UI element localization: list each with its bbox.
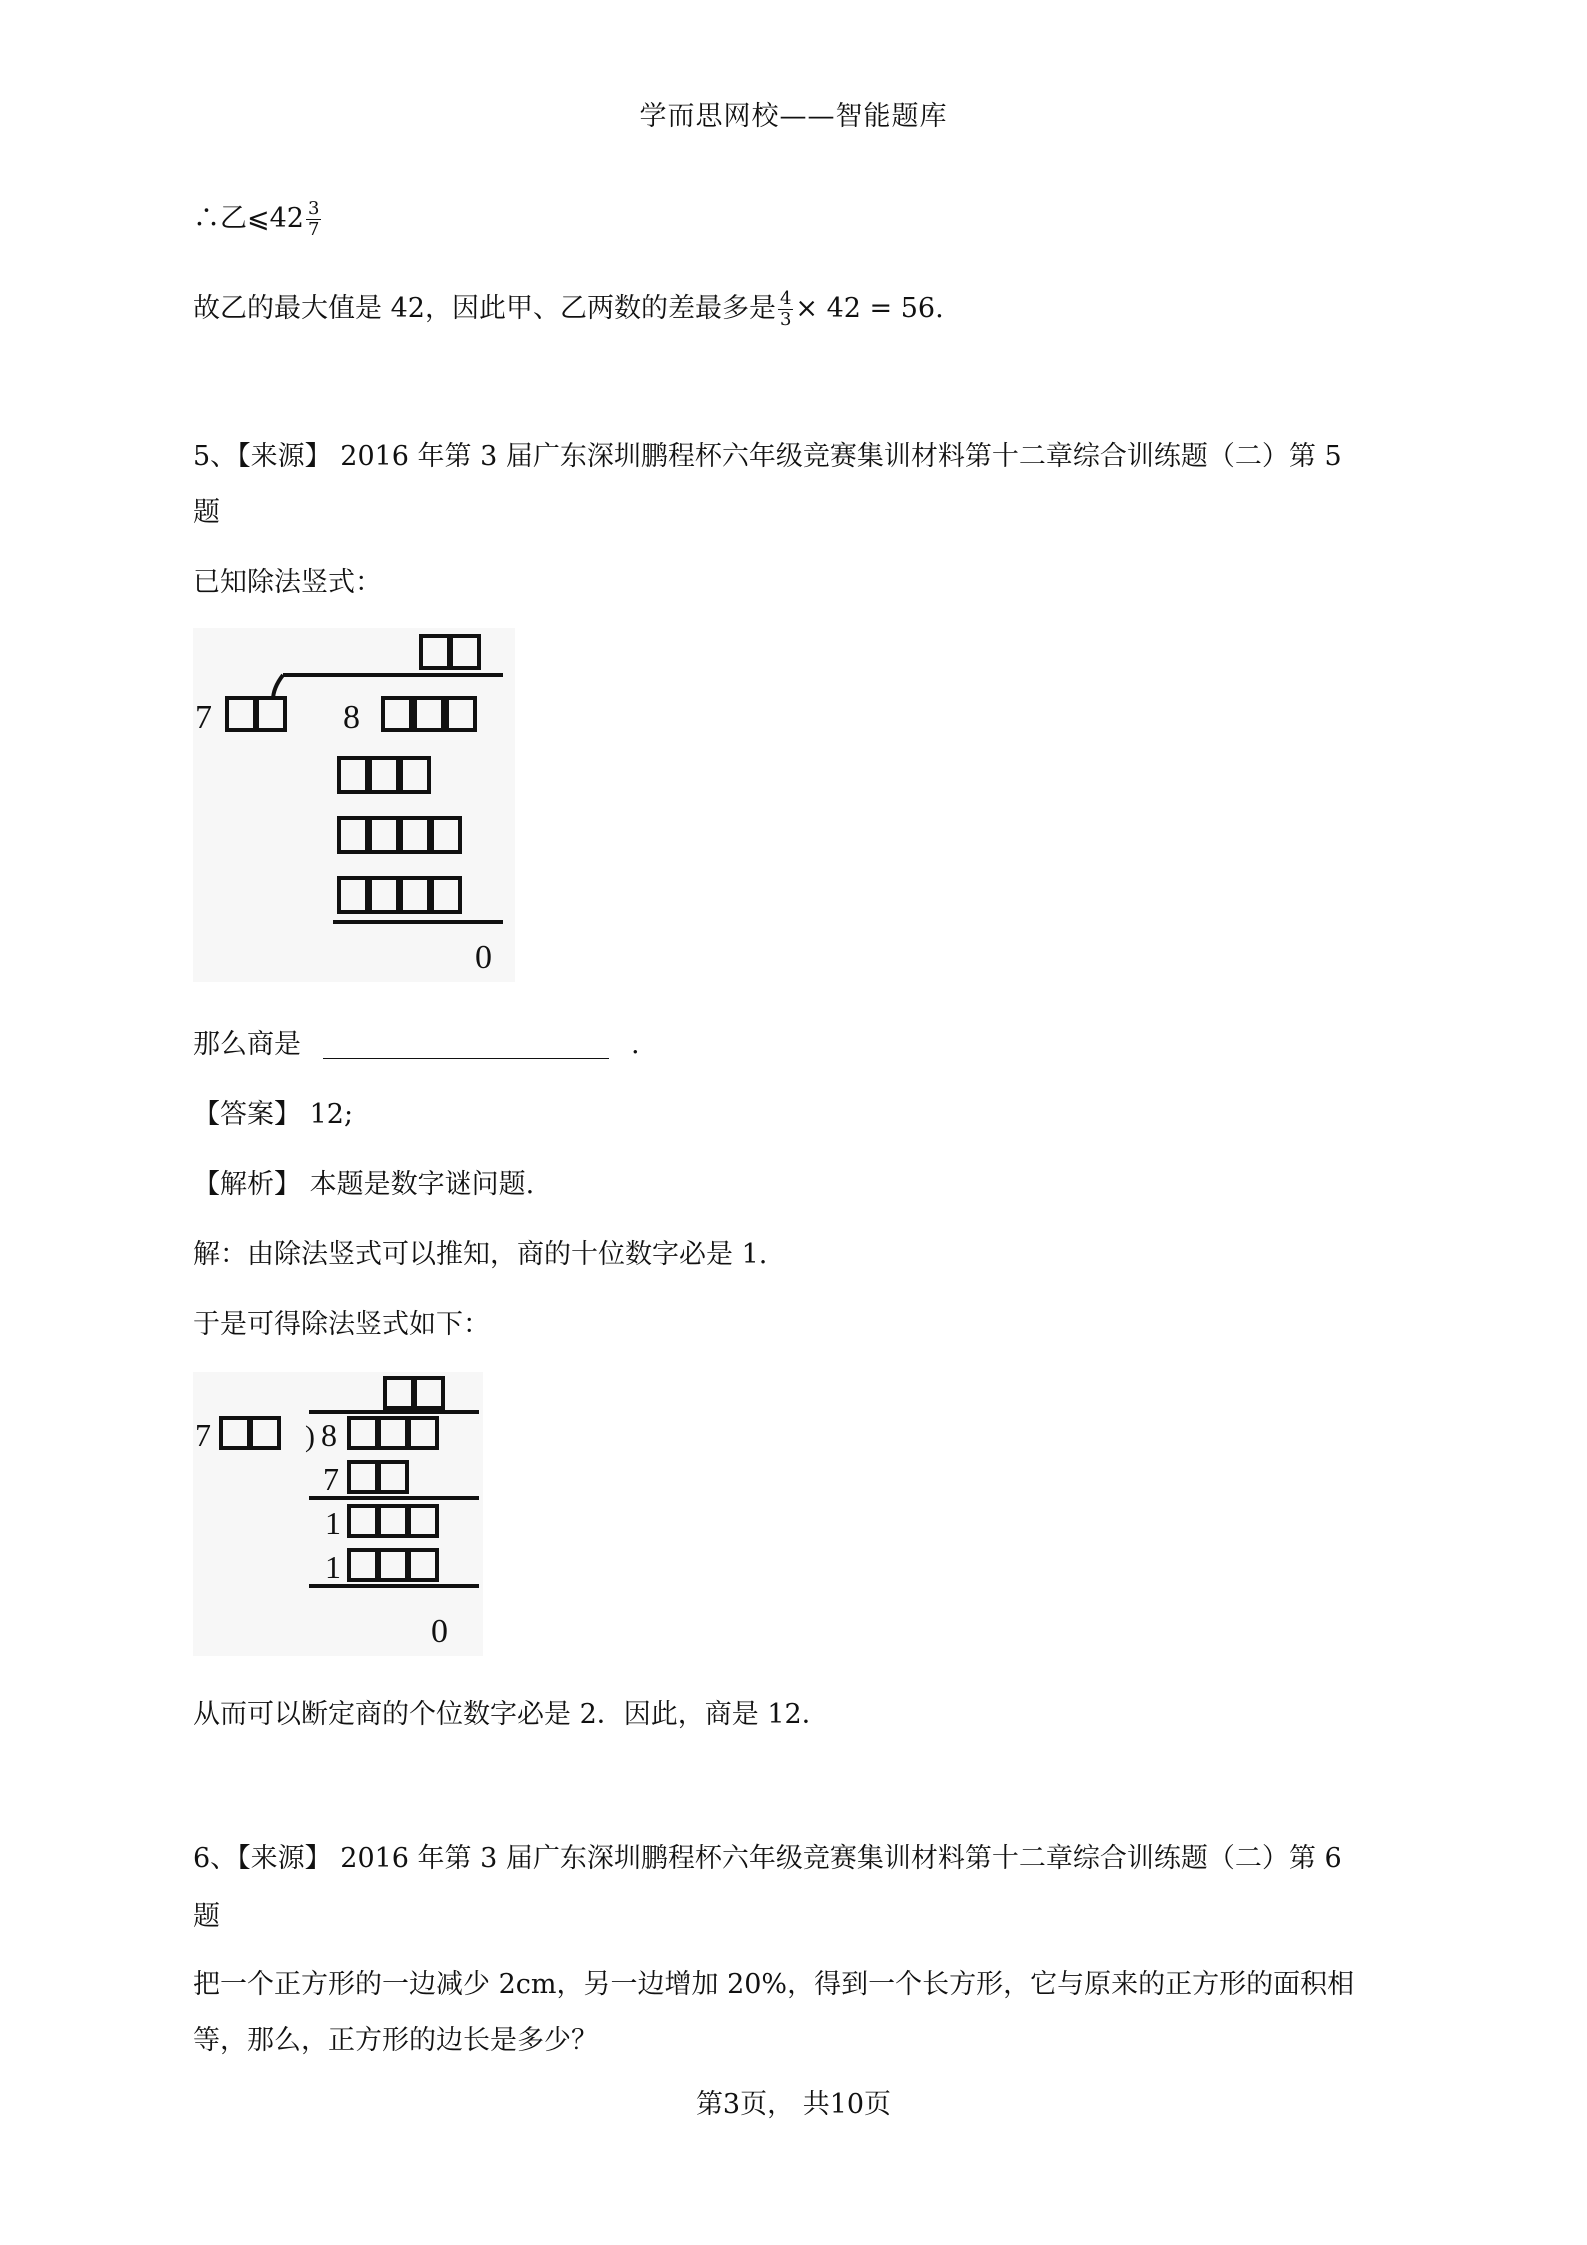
max-value-line bbox=[193, 286, 944, 330]
q6-source-line1: 6、【来源】 2016 年第 3 届广东深圳鹏程杯六年级竞赛集训材料第十二章综合训练题（二）第 6 bbox=[193, 1843, 1342, 1874]
page-footer: 第3页， 共10页 bbox=[695, 2089, 892, 2120]
q5-question-period: . bbox=[631, 1029, 640, 1060]
max-value-result: × 42 = 56. bbox=[795, 293, 944, 324]
fig2-row2-digit: 1 bbox=[325, 1505, 341, 1541]
q6-text-line2: 等，那么，正方形的边长是多少？ bbox=[193, 2025, 598, 2056]
q5-conclusion: 从而可以断定商的个位数字必是 2．因此，商是 12． bbox=[193, 1699, 829, 1730]
fig2-bracket: ) bbox=[305, 1420, 315, 1453]
fig1-divisor-digit: 7 bbox=[195, 699, 212, 736]
q5-solution-line2: 于是可得除法竖式如下： bbox=[193, 1309, 490, 1340]
q5-source-line1: 5、【来源】 2016 年第 3 届广东深圳鹏程杯六年级竞赛集训材料第十二章综合训练题（二）第 5 bbox=[193, 441, 1342, 472]
q6-text-line1: 把一个正方形的一边减少 2cm，另一边增加 20%，得到一个长方形，它与原来的正方形的面积相 bbox=[193, 1969, 1355, 2000]
fraction-4-3: $\frac{4}{3}$ bbox=[779, 288, 792, 330]
q5-question-line bbox=[193, 1022, 640, 1061]
fig1-remainder: 0 bbox=[475, 939, 492, 976]
fraction-3-7: $\frac{3}{7}$ bbox=[307, 198, 320, 240]
q5-prompt: 已知除法竖式： bbox=[193, 567, 382, 598]
q6-source-line2: 题 bbox=[193, 1901, 220, 1932]
fig2-dividend-digit: 8 bbox=[321, 1417, 337, 1453]
fig2-divisor-digit: 7 bbox=[195, 1417, 211, 1453]
q5-question-text: 那么商是 bbox=[193, 1029, 301, 1060]
q5-answer: 【答案】 12; bbox=[193, 1099, 354, 1130]
fig1-dividend-digit: 8 bbox=[343, 699, 360, 736]
fig2-remainder: 0 bbox=[431, 1613, 448, 1650]
q5-source-line2: 题 bbox=[193, 497, 220, 528]
answer-blank[interactable] bbox=[323, 1034, 609, 1059]
fig2-row3-digit: 1 bbox=[325, 1549, 341, 1585]
inequality-text: ∴乙⩽42 bbox=[193, 203, 304, 234]
worked-division-figure bbox=[193, 1372, 483, 1656]
page-header: 学而思网校——智能题库 bbox=[639, 101, 948, 132]
inequality-line bbox=[193, 196, 323, 240]
q5-solution-line1: 解：由除法竖式可以推知，商的十位数字必是 1. bbox=[193, 1239, 768, 1270]
q5-analysis: 【解析】 本题是数字谜问题. bbox=[193, 1169, 535, 1200]
fig2-row1-digit: 7 bbox=[323, 1461, 339, 1497]
max-value-text: 故乙的最大值是 42，因此甲、乙两数的差最多是 bbox=[193, 293, 776, 324]
division-puzzle-figure bbox=[193, 628, 515, 982]
